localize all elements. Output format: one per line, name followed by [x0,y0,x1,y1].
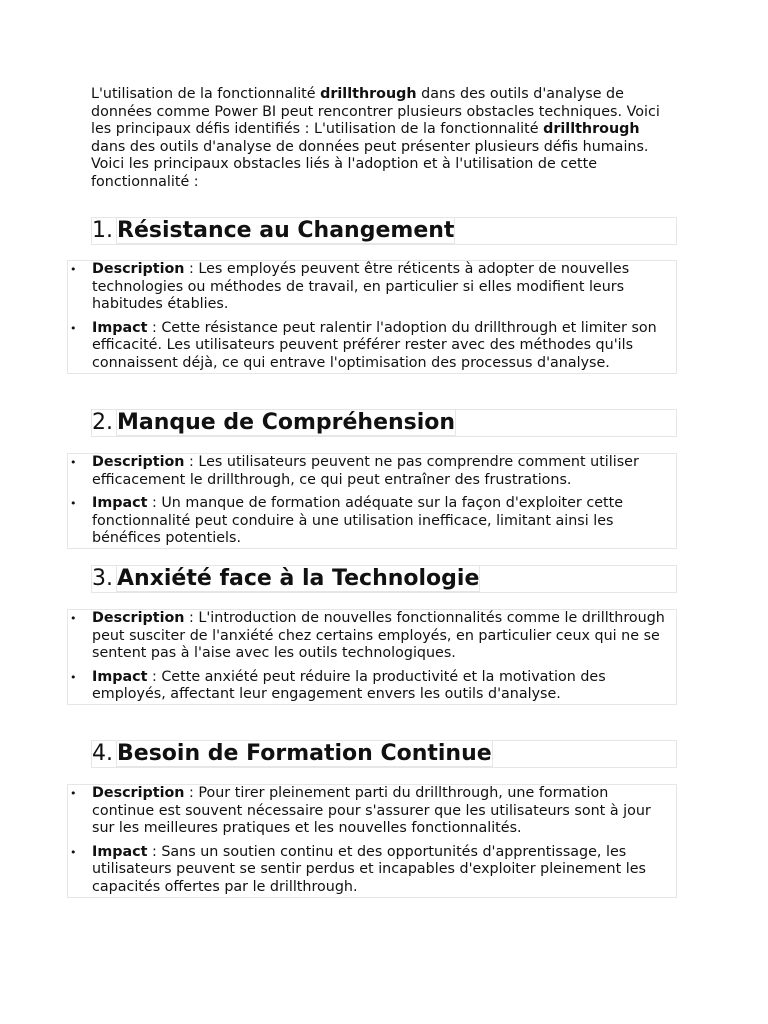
section-number: 2. [92,410,113,435]
intro-text: dans des outils d'analyse de données comme Power BI peut rencontrer plusieurs obstacles techniques. Voici les principaux défis identifiés : L'utilisation de la fonctionnalité [91,86,660,138]
intro-bold-term: drillthrough [320,86,417,102]
section-heading [91,565,677,593]
intro-paragraph [91,86,677,192]
item-label: Impact [92,319,148,336]
list-item [68,785,676,838]
item-label: Impact [92,495,148,512]
bullet-list [67,453,677,549]
bullet-icon: • [70,845,77,859]
section-title: Manque de Compréhension [117,410,456,435]
section-number: 4. [92,741,113,766]
bullet-list [67,260,677,374]
item-label: Description [92,785,185,801]
bullet-icon: • [70,263,77,276]
item-text: : Pour tirer pleinement parti du drillthrough, une formation continue est souvent nécessaire pour s'assurer que les utilisateurs sont à jour sur les meilleures pratiques et les nouvelles fonctionnalités. [92,785,651,837]
item-text: : Un manque de formation adéquate sur la façon d'exploiter cette fonctionnalité peut conduire à une utilisation inefficace, limitant ainsi les bénéfices potentiels. [92,495,624,547]
bullet-list [67,609,677,705]
list-item [68,261,676,314]
list-item [68,320,676,373]
list-item [68,495,676,548]
bullet-icon: • [70,787,77,800]
item-text: : Les utilisateurs peuvent ne pas comprendre comment utiliser efficacement le drillthrough, ce qui peut entraîner des frustrations. [92,454,639,488]
item-text: : Cette résistance peut ralentir l'adoption du drillthrough et limiter son efficacité. Les utilisateurs peuvent préférer rester avec des méthodes qu'ils connaissent déjà, ce qui entrave l'optimisation des processus d'analyse. [92,319,657,371]
section-title: Besoin de Formation Continue [117,741,492,766]
intro-text: L'utilisation de la fonctionnalité [91,86,321,102]
item-text: : Cette anxiété peut réduire la productivité et la motivation des employés, affectant leur engagement envers les outils d'analyse. [92,668,606,703]
section-heading [91,409,677,437]
bullet-icon: • [70,612,77,625]
section-title: Résistance au Changement [117,218,455,243]
item-label: Description [92,261,185,277]
intro-bold-term: drillthrough [543,121,640,138]
intro-text: dans des outils d'analyse de données peut présenter plusieurs défis humains. Voici les principaux obstacles liés à l'adoption et à l'utilisation de cette fonctionnalité : [91,138,649,190]
section-number: 3. [92,566,113,591]
section-title: Anxiété face à la Technologie [117,566,480,591]
item-text: : Les employés peuvent être réticents à adopter de nouvelles technologies ou méthodes de travail, en particulier si elles modifient leurs habitudes établies. [92,261,630,313]
item-text: : L'introduction de nouvelles fonctionnalités comme le drillthrough peut susciter de l'anxiété chez certains employés, en particulier ceux qui ne se sentent pas à l'aise avec les outils technologiques. [92,610,665,662]
section-number: 1. [92,218,113,243]
list-item [68,454,676,489]
list-item [68,844,676,897]
bullet-icon: • [70,321,77,335]
item-label: Impact [92,668,148,685]
item-label: Description [92,610,185,626]
list-item [68,610,676,663]
bullet-icon: • [70,497,77,511]
item-label: Description [92,454,185,470]
item-label: Impact [92,843,148,860]
bullet-icon: • [70,670,77,684]
section-heading [91,217,677,245]
bullet-icon: • [70,456,77,469]
bullet-list [67,784,677,898]
list-item [68,669,676,704]
item-text: : Sans un soutien continu et des opportunités d'apprentissage, les utilisateurs peuvent se sentir perdus et incapables d'exploiter pleinement les capacités offertes par le drillthrough. [92,843,646,895]
section-heading [91,740,677,768]
